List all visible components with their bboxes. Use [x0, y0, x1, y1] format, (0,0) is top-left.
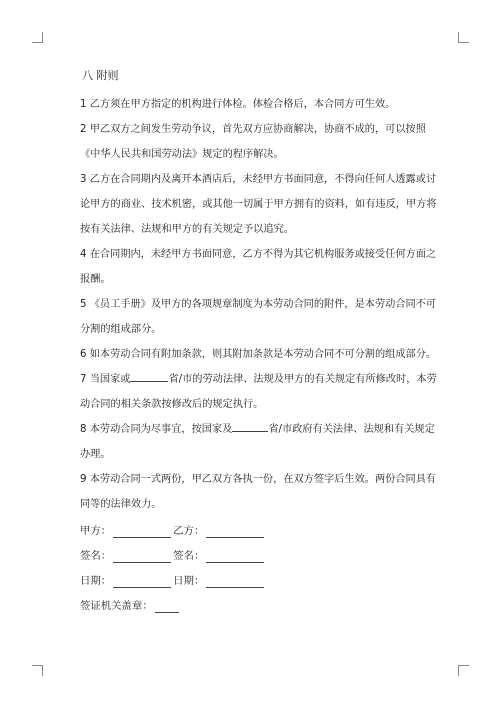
seal-line[interactable]	[155, 601, 179, 613]
date-b-label: 日期：	[173, 575, 205, 587]
clause-4: 4 在合同期内，未经甲方书面同意，乙方不得为其它机构服务或接受任何方面之报酬。	[80, 249, 437, 285]
party-a-label: 甲方：	[80, 525, 112, 537]
clause-8-end: 省/市政府有关法律、法规和有关规定办理。	[80, 424, 435, 460]
party-b-line[interactable]	[206, 526, 264, 538]
document-body	[80, 68, 440, 619]
date-a-line[interactable]	[113, 576, 171, 588]
clause-7-start: 7 当国家或	[80, 374, 131, 385]
sign-b-label: 签名：	[173, 550, 205, 562]
date-b-line[interactable]	[206, 576, 264, 588]
signature-block	[80, 519, 440, 619]
clause-6: 6 如本劳动合同有附加条款，则其附加条款是本劳动合同不可分割的组成部分。	[80, 349, 437, 360]
crop-mark-bottom-left	[32, 665, 43, 676]
clause-7	[80, 367, 440, 417]
sign-row	[80, 544, 440, 569]
province-blank-2[interactable]	[232, 420, 268, 432]
sign-b-line[interactable]	[206, 551, 264, 563]
clause-5: 5 《员工手册》及甲方的各项规章制度为本劳动合同的附件，是本劳动合同不可分割的组成部分。	[80, 299, 437, 335]
clause-9: 9 本劳动合同一式两份，甲乙双方各执一份，在双方签字后生效。两份合同具有同等的法律效力。	[80, 474, 437, 510]
clause-7-end: 省/市的劳动法律、法规及甲方的有关规定有所修改时，本劳动合同的相关条款按修改后的规定执行。	[80, 374, 437, 410]
clause-8	[80, 417, 440, 467]
province-blank-1[interactable]	[130, 370, 168, 382]
sign-a-line[interactable]	[113, 551, 171, 563]
clause-1: 1 乙方须在甲方指定的机构进行体检。体检合格后，本合同方可生效。	[80, 99, 396, 110]
party-b-label: 乙方：	[173, 525, 205, 537]
date-a-label: 日期：	[80, 575, 112, 587]
crop-mark-top-right	[458, 32, 469, 43]
date-row	[80, 569, 440, 594]
clause-3: 3 乙方在合同期内及离开本酒店后，未经甲方书面同意，不得向任何人透露或讨论甲方的商业、技术机密，或其他一切属于甲方拥有的资料，如有违反，甲方将按有关法律、法规和甲方的有关规定予以追究。	[80, 174, 437, 235]
party-a-line[interactable]	[113, 526, 171, 538]
seal-label: 签证机关盖章：	[80, 600, 153, 612]
sign-a-label: 签名：	[80, 550, 112, 562]
section-heading: 八 附则	[82, 69, 119, 82]
clause-2: 2 甲乙双方之间发生劳动争议，首先双方应协商解决，协商不成的，可以按照《中华人民共和国劳动法》规定的程序解决。	[80, 124, 426, 160]
party-row	[80, 519, 440, 544]
crop-mark-bottom-right	[458, 665, 469, 676]
clause-8-start: 8 本劳动合同为尽事宜，按国家及	[80, 424, 233, 435]
seal-row	[80, 594, 440, 619]
crop-mark-top-left	[32, 32, 43, 43]
